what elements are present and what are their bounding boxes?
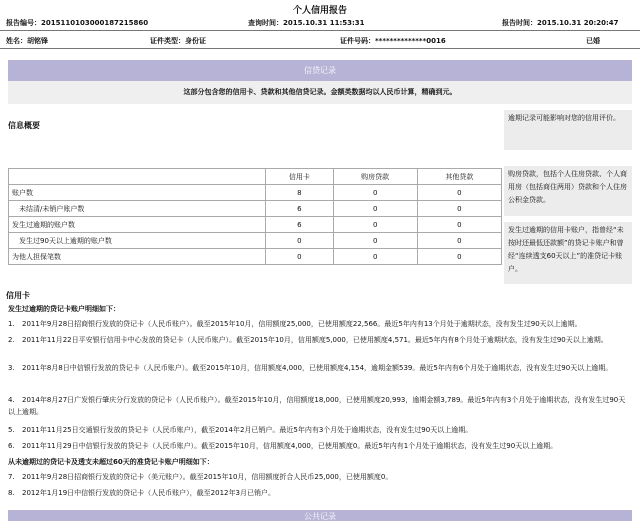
table-cell: 未结清/未销户账户数	[9, 201, 266, 217]
item-text: 2014年8月27日广发银行肇庆分行发放的贷记卡（人民币账户）。截至2015年10月，信用额度18,000，已使用额度20,993，逾期金额3,789。最近5年内有3个月处于逾期状态，没有发生过90天以上逾期。	[8, 396, 626, 416]
list-item	[8, 424, 630, 436]
overview-table	[8, 168, 502, 265]
credit-notice: 这部分包含您的信用卡、贷款和其他信贷记录。金额类数据均以人民币计算，精确到元。	[8, 81, 632, 104]
list-item	[8, 362, 630, 374]
note-housing: 购房贷款，包括个人住房贷款、个人商用房（包括商住两用）贷款和个人住房公积金贷款。	[504, 166, 632, 216]
list-item	[8, 318, 630, 330]
marital-status: 已婚	[586, 37, 600, 45]
table-cell: 0	[333, 249, 417, 265]
list-item	[8, 440, 630, 452]
item-number: 4.	[8, 396, 15, 404]
item-number: 3.	[8, 364, 15, 372]
report-number: 报告编号：2015110103000187215860	[6, 19, 149, 27]
table-header-cell: 信用卡	[266, 169, 333, 185]
item-text: 2011年11月29日中信银行发放的贷记卡（人民币账户）。截至2015年10月，信用额度4,000，已使用额度0。最近5年内有1个月处于逾期状态，没有发生过90天以上逾期。	[22, 442, 558, 450]
table-cell: 0	[417, 233, 501, 249]
query-time: 查询时间：2015.10.31 11:53:31	[248, 19, 365, 27]
table-cell: 0	[417, 201, 501, 217]
list-item	[8, 471, 630, 483]
person-name: 姓名：胡铭锋	[6, 37, 48, 45]
item-text: 2011年11月22日平安银行信用卡中心发放的贷记卡（人民币账户）。截至2015年10月，信用额度5,000，已使用额度4,571。最近5年内有8个月处于逾期状态，没有发生过90天以上逾期。	[22, 336, 608, 344]
table-cell: 0	[333, 201, 417, 217]
table-cell: 0	[417, 249, 501, 265]
note-card: 发生过逾期的信用卡账户，指曾经“未按时还最低还款额”的贷记卡账户和曾经“连续透支60天以上”的准贷记卡账户。	[504, 222, 632, 284]
table-header-cell: 购房贷款	[333, 169, 417, 185]
table-cell: 0	[417, 185, 501, 201]
item-text: 2012年1月19日中信银行发放的贷记卡（人民币账户），截至2012年3月已销户。	[22, 489, 275, 497]
overview-title: 信息概要	[8, 121, 40, 130]
table-cell: 为他人担保笔数	[9, 249, 266, 265]
table-header-cell: 其他贷款	[417, 169, 501, 185]
item-text: 2011年9月28日招商银行发放的贷记卡（人民币账户）。截至2015年10月，信用额度25,000，已使用额度22,566。最近5年内有13个月处于逾期状态，没有发生过90天以上逾期。	[22, 320, 582, 328]
list-item	[8, 394, 630, 418]
section-band-credit: 信贷记录	[8, 60, 632, 82]
table-cell: 0	[333, 233, 417, 249]
table-cell: 发生过90天以上逾期的账户数	[9, 233, 266, 249]
item-number: 2.	[8, 336, 15, 344]
table-cell: 账户数	[9, 185, 266, 201]
item-text: 2011年11月25日交通银行发放的贷记卡（人民币账户），截至2014年2月已销户。最近5年内有3个月处于逾期状态，没有发生过90天以上逾期。	[22, 426, 473, 434]
table-row	[9, 185, 502, 201]
table-row	[9, 249, 502, 265]
table-cell: 6	[266, 201, 333, 217]
table-row	[9, 233, 502, 249]
section-band-public: 公共记录	[8, 510, 632, 521]
normal-subtitle: 从未逾期过的贷记卡及透支未超过60天的准贷记卡账户明细如下：	[8, 458, 214, 466]
id-number: 证件号码：**************0016	[340, 37, 446, 45]
note-overdue: 逾期记录可能影响对您的信用评价。	[504, 110, 632, 150]
table-header-cell	[9, 169, 266, 185]
table-cell: 0	[333, 185, 417, 201]
table-cell: 发生过逾期的账户数	[9, 217, 266, 233]
table-cell: 0	[266, 249, 333, 265]
overdue-subtitle: 发生过逾期的贷记卡账户明细如下：	[8, 305, 120, 313]
table-cell: 0	[417, 217, 501, 233]
table-row	[9, 201, 502, 217]
id-type: 证件类型：身份证	[150, 37, 206, 45]
item-number: 1.	[8, 320, 15, 328]
item-text: 2011年8月8日中信银行发放的贷记卡（人民币账户）。截至2015年10月，信用额度4,000，已使用额度4,154，逾期金额539。最近5年内有6个月处于逾期状态，没有发生过90天以上逾期。	[22, 364, 613, 372]
item-text: 2011年9月28日招商银行发放的贷记卡（美元账户）。截至2015年10月，信用额度折合人民币25,000，已使用额度0。	[22, 473, 393, 481]
credit-card-title: 信用卡	[6, 291, 30, 300]
report-time: 报告时间：2015.10.31 20:20:47	[502, 19, 619, 27]
item-number: 8.	[8, 489, 15, 497]
table-cell: 8	[266, 185, 333, 201]
item-number: 5.	[8, 426, 15, 434]
table-cell: 0	[333, 217, 417, 233]
list-item	[8, 487, 630, 499]
table-cell: 0	[266, 233, 333, 249]
table-row	[9, 217, 502, 233]
item-number: 7.	[8, 473, 15, 481]
report-title: 个人信用报告	[292, 6, 347, 16]
table-header-row	[9, 169, 502, 185]
item-number: 6.	[8, 442, 15, 450]
list-item	[8, 334, 630, 346]
table-cell: 6	[266, 217, 333, 233]
